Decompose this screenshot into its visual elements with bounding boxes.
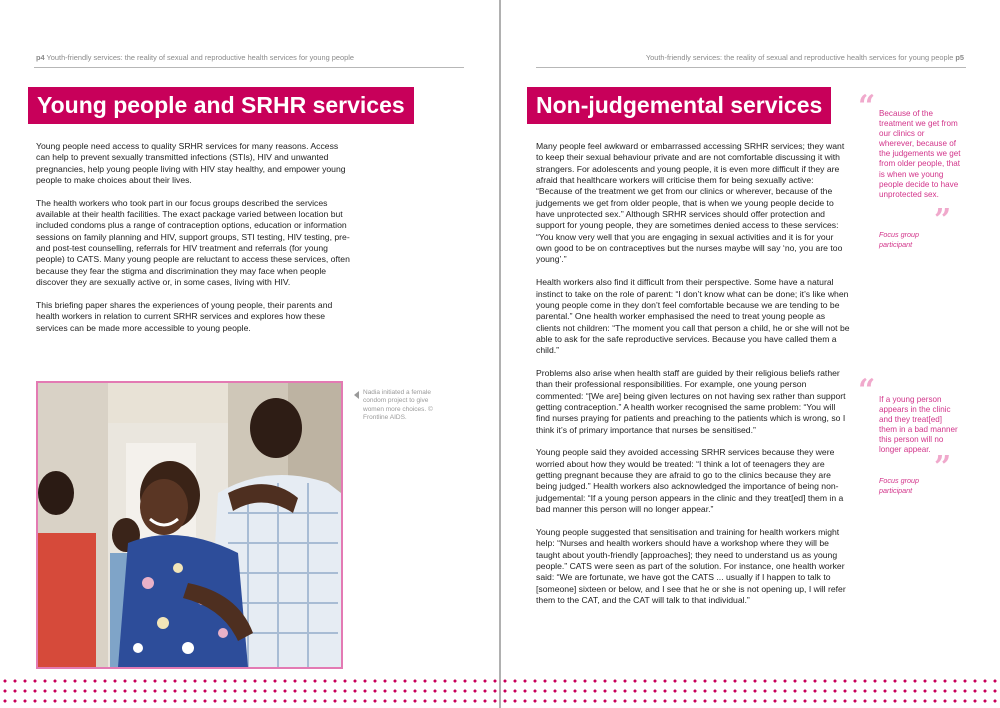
open-quote-icon: “ [858, 89, 876, 124]
running-head-left [36, 53, 354, 62]
section-heading: Non-judgemental services [527, 87, 831, 124]
page-number: p5 [955, 53, 964, 62]
open-quote-icon: “ [858, 373, 876, 408]
header-rule [34, 67, 464, 68]
quote-attribution: Focus group participant [879, 230, 919, 249]
photo-illustration [38, 383, 341, 667]
paragraph: Young people said they avoided accessing SRHR services because they were worried about how they would be treated: “I think a lot of teenagers they are getting pregnant because they are afraid to go to the clinics because they are being judged.” Health workers also acknowledged the importance of being non-judgemental: “If a young person appears in the clinic and they treat[ed] them in a bad manner this person will no longer appear.” [536, 447, 844, 515]
caption-pointer-icon [354, 391, 359, 399]
close-quote-icon: ” [934, 450, 952, 485]
dotted-footer-pattern [0, 676, 1000, 708]
body-text-right [536, 141, 851, 618]
running-head-text: Youth-friendly services: the reality of sexual and reproductive health services for young people [645, 53, 954, 62]
photo-caption: Nadia initiated a female condom project to give women more choices. © Frontline AIDS. [363, 389, 433, 422]
page-number: p4 [36, 53, 45, 62]
paragraph: The health workers who took part in our focus groups described the services available at their health facilities. The exact package varied between location but included condoms plus a range of contraception options, education or information sessions on family planning and HIV, support groups, STI testing, HIV testing, pre- and post-test counselling, referrals for HIV treatment and referrals (for young people) to CATS. Many young people are reluctant to access these services, often because they fear the stigma and discrimination they may face when people discover they are sexually active or, in some cases, living with HIV. [36, 197, 350, 288]
paragraph: This briefing paper shares the experiences of young people, their parents and health workers in relation to current SRHR services and explores how these services can be made more accessible to young people. [36, 299, 333, 333]
body-text-left [36, 141, 350, 345]
paragraph: Problems also arise when health staff are guided by their religious beliefs rather than their professional responsibilities. For example, one young person commented: “[We are] being given lectures on not having sex rather than support getting contraception.” A health worker recognised the same problem: “You will find nurses praying for patients and preaching to the patients which is wrong, so I think it’s of primary importance that nurses be sensitised.” [536, 367, 846, 435]
paragraph: Young people suggested that sensitisation and training for health workers might help: “Nurses and health workers should have a workshop where they will be taught about youth-friendly [approaches]; they need to understand us as young people.” CATS were seen as part of the solution. For instance, one health worker said: “We are fortunate, we have got the CATS ... usually if I happen to talk to [someone] sixteen or below, and I see that he or she is not opening up, I will refer them to the CAT, and the CAT will talk to that individual.” [536, 526, 846, 605]
paragraph: Health workers also find it difficult from their perspective. Some have a natural instinct to take on the role of parent: “I don’t know what can be done; it’s like when young people come in they don’t feel comfortable because we are tending to be parental.” One health worker emphasised the need to treat young people as clients not children: “The moment you call that person a child, he or she will not be able to ask for the safe reproductive services. Because you have called them a child.” [536, 277, 850, 356]
pull-quote: If a young person appears in the clinic and they treat[ed] them in a bad manner this person will no longer appear. [879, 395, 958, 455]
quote-attribution: Focus group participant [879, 476, 919, 495]
paragraph: Many people feel awkward or embarrassed accessing SRHR services; they want to keep their sexual behaviour private and are not comfortable discussing it with strangers. For adolescents and young people, it is even more difficult if they are afraid that healthcare workers will criticise them for being sexually active: “Because of the treatment we get from our clinics or wherever, because of the judgements we get from older people, that is when we young people decide to have unprotected sex.” Although SRHR services should offer protection and support for young people, they are sometimes denied access to these services: “You know very well that you are engaging in sexual activities and it is for your own good to be on contraceptives but the nurses maybe will say ‘no, you are too young’.” [536, 141, 845, 265]
left-page [0, 0, 499, 708]
photo [36, 381, 343, 669]
paragraph: Young people need access to quality SRHR services for many reasons. Access can help to prevent sexually transmitted infections (STIs), HIV and unwanted pregnancies, help young people living with HIV stay healthy, and empower young people to make choices about their lives. [36, 141, 346, 186]
running-head-text: Youth-friendly services: the reality of sexual and reproductive health services for young people [46, 53, 354, 62]
header-rule [536, 67, 966, 68]
section-heading: Young people and SRHR services [28, 87, 414, 124]
pull-quote: Because of the treatment we get from our clinics or wherever, because of the judgements we get from older people, that is when we young people decide to have unprotected sex. [879, 109, 961, 199]
running-head-right [646, 53, 964, 62]
close-quote-icon: ” [934, 203, 952, 238]
right-page [501, 0, 1000, 708]
